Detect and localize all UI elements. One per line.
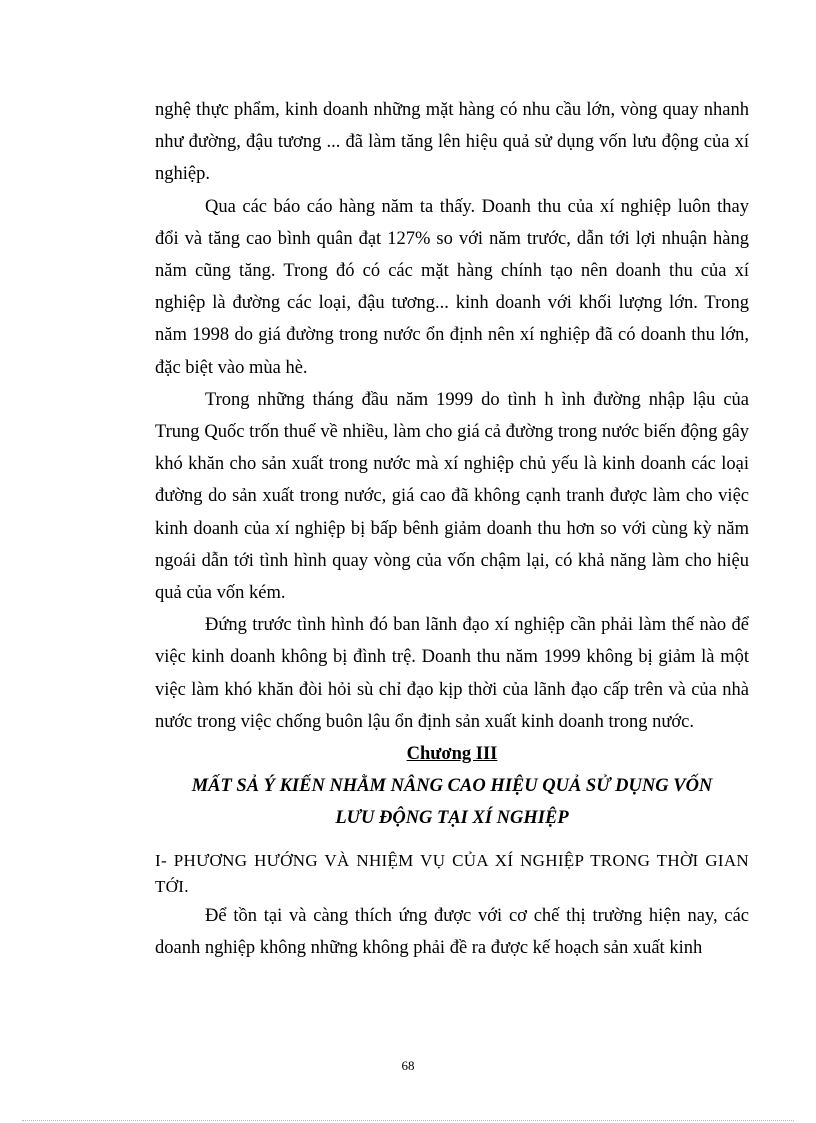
paragraph-4: Đứng trước tình hình đó ban lãnh đạo xí nghiệp cần phải làm thế nào để việc kinh doanh không bị đình trệ. Doanh thu năm 1999 không bị giảm là một việc làm khó khăn đòi hỏi sù chỉ đạo kịp thời của lãnh đạo cấp trên và của nhà nước trong việc chống buôn lậu ổn định sản xuất kinh doanh trong nước. — [155, 615, 749, 732]
page-bottom-border — [22, 1120, 794, 1121]
chapter-title-line-1: MẤT SẢ Ý KIẾN NHẰM NÂNG CAO HIỆU QUẢ SỬ DỤNG VỐN — [191, 776, 713, 797]
chapter-label: Chương III — [406, 744, 498, 765]
chapter-title-line-2: LƯU ĐỘNG TẠI XÍ NGHIỆP — [335, 808, 569, 829]
page-number: 68 — [401, 1058, 415, 1073]
page-content — [155, 94, 749, 964]
paragraph-1: nghệ thực phẩm, kinh doanh những mặt hàng có nhu cầu lớn, vòng quay nhanh như đường, đậu tương ... đã làm tăng lên hiệu quả sử dụng vốn lưu động của xí nghiệp. — [155, 100, 749, 185]
paragraph-2: Qua các báo cáo hàng năm ta thấy. Doanh thu của xí nghiệp luôn thay đổi và tăng cao bình quân đạt 127% so với năm trước, dẫn tới lợi nhuận hàng năm cũng tăng. Trong đó có các mặt hàng chính tạo nên doanh thu của xí nghiệp là đường các loại, đậu tương... kinh doanh với khối lượng lớn. Trong năm 1998 do giá đường trong nước ổn định nên xí nghiệp đã có doanh thu lớn, đặc biệt vào mùa hè. — [155, 196, 749, 378]
section-heading: I- PHƯƠNG HƯỚNG VÀ NHIỆM VỤ CỦA XÍ NGHIỆP TRONG THỜI GIAN TỚI. — [155, 851, 749, 897]
paragraph-3: Trong những tháng đầu năm 1999 do tình h ình đường nhập lậu của Trung Quốc trốn thuế về nhiều, làm cho giá cả đường trong nước biến động gây khó khăn cho sản xuất trong nước mà xí nghiệp chủ yếu là kinh doanh các loại đường do sản xuất trong nước, giá cao đã không cạnh tranh được làm cho việc kinh doanh của xí nghiệp bị bấp bênh giảm doanh thu hơn so với cùng kỳ năm ngoái dẫn tới tình hình quay vòng của vốn chậm lại, có khả năng làm cho hiệu quả của vốn kém. — [155, 389, 749, 604]
paragraph-5: Để tồn tại và càng thích ứng được với cơ chế thị trường hiện nay, các doanh nghiệp không những không phải đề ra được kế hoạch sản xuất kinh — [155, 906, 749, 959]
